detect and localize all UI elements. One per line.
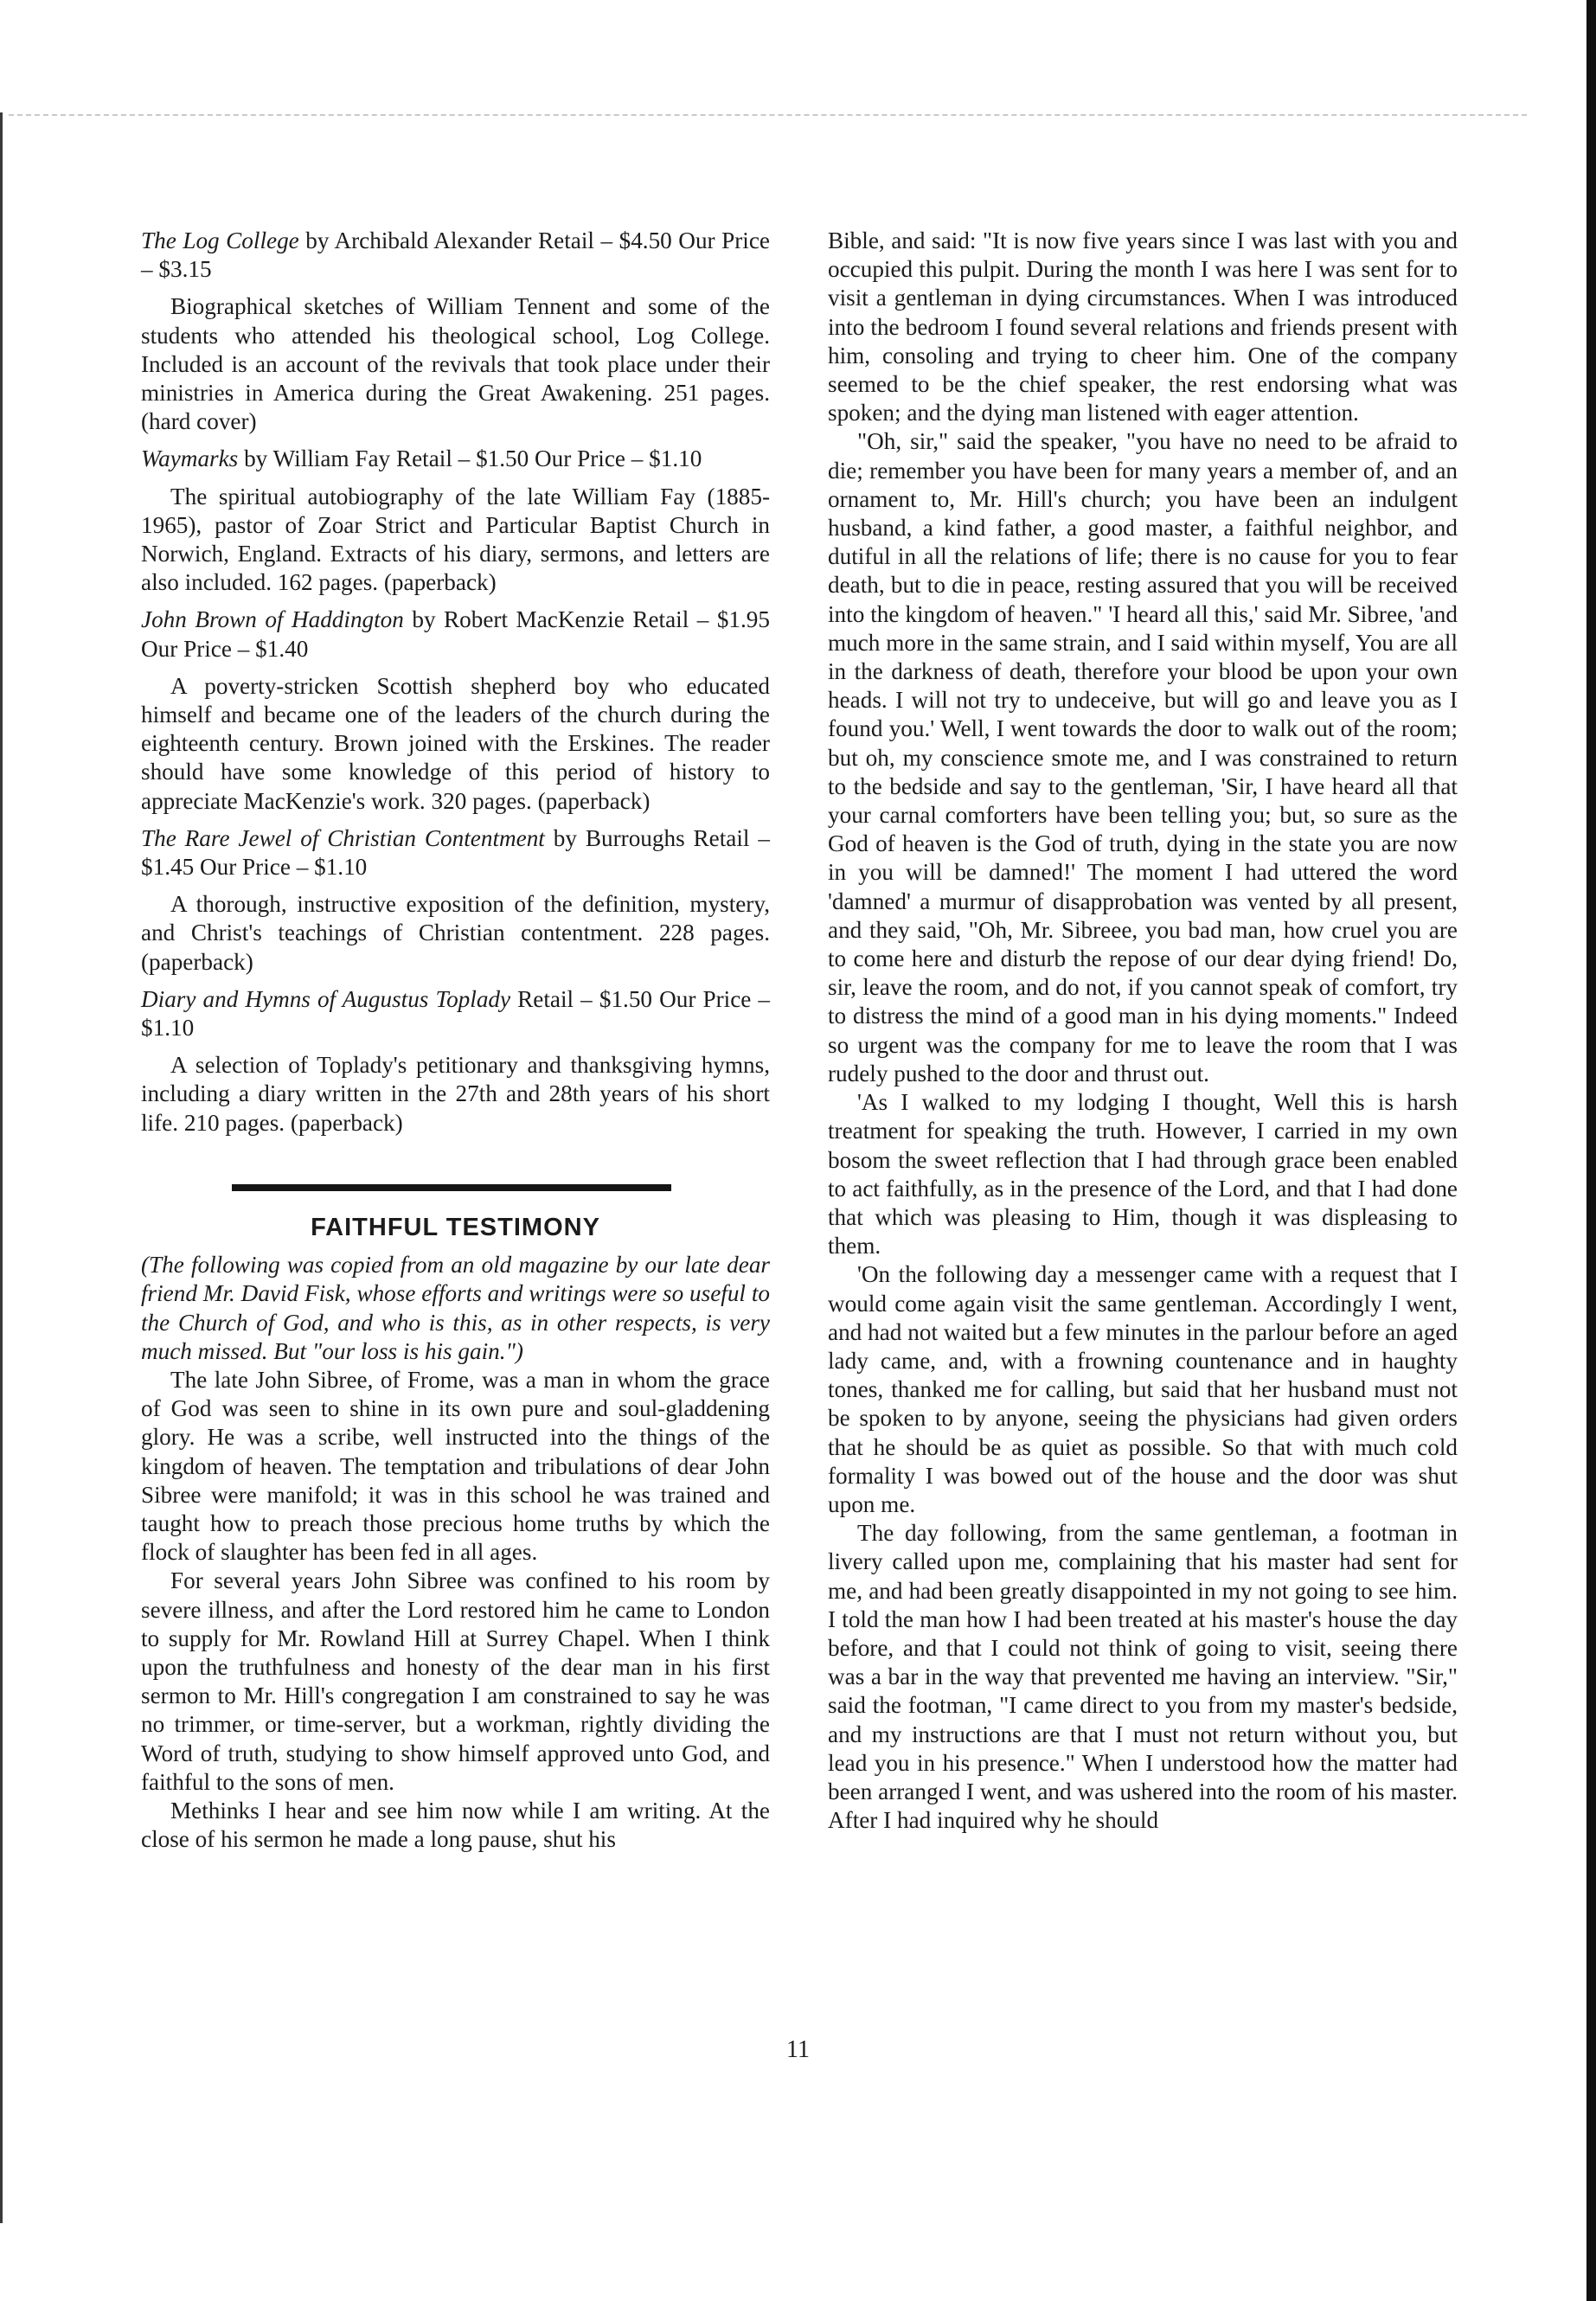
- book-listing: [141, 824, 770, 977]
- section-rule: [232, 1184, 671, 1191]
- page-number: 11: [786, 2036, 810, 2063]
- article-paragraph: The late John Sibree, of Frome, was a man in whom the grace of God was seen to shine in its own pure and soul-gladdening glory. He was a scribe, well instructed into the things of the kingdom of heaven. The temptation and tribulations of dear John Sibree were manifold; it was in this school he was trained and taught how to preach those precious home truths by which the flock of slaughter has been fed in all ages.: [141, 1366, 770, 1566]
- book-title: The Rare Jewel of Christian Contentment: [141, 824, 545, 851]
- scan-top-line: [9, 114, 1527, 116]
- scan-right-edge: [1586, 0, 1596, 2301]
- article-intro: (The following was copied from an old magazine by our late dear friend Mr. David Fisk, whose efforts and writings were so useful to the Church of God, and who is this, as in other respects, is very much missed. But "our loss is his gain."): [141, 1252, 770, 1364]
- article-paragraph: 'On the following day a messenger came with a request that I would come again visit the same gentleman. Accordingly I went, and had not waited but a few minutes in the parlour before an aged lady came, and, with a frowning countenance and in haughty tones, thanked me for calling, but said that her husband must not be spoken to by anyone, seeing the physicians had given orders that he should be as quiet as possible. So that with much cold formality I was bowed out of the house and the door was shut upon me.: [828, 1261, 1458, 1517]
- book-description: The spiritual autobiography of the late William Fay (1885-1965), pastor of Zoar Strict and Particular Baptist Church in Norwich, England. Extracts of his diary, sermons, and letters are also included. 162 pages. (paperback): [141, 483, 770, 596]
- book-listing: [141, 445, 770, 597]
- book-price: by Burroughs Retail – $1.45 Our Price – $1.10: [141, 824, 770, 881]
- article-paragraph: Bible, and said: "It is now five years since I was last with you and occupied this pulpit. During the month I was here I was sent for to visit a gentleman in dying circumstances. When I was introduced into the bedroom I found several relations and friends present with him, consoling and trying to cheer him. One of the company seemed to be the chief speaker, the rest endorsing what was spoken; and the dying man listened with eager attention.: [828, 228, 1458, 426]
- article-paragraph: The day following, from the same gentleman, a footman in livery called upon me, complaining that his master had sent for me, and had been greatly disappointed in my not going to see him. I told the man how I had been treated at his master's house the day before, and that I could not think of going to visit, seeing there was a bar in the way that prevented me having an interview. "Sir," said the footman, "I came direct to you from my master's bedside, and my instructions are that I must not return without you, but lead you in his presence." When I understood how the matter had been arranged I went, and was ushered into the room of his master. After I had inquired why he should: [828, 1520, 1458, 1834]
- book-price: Retail – $1.50 Our Price – $1.10: [141, 985, 770, 1042]
- book-price: by Robert MacKenzie Retail – $1.95 Our Price – $1.40: [141, 606, 770, 662]
- article-paragraph: For several years John Sibree was confined to his room by severe illness, and after the Lord restored him he came to London to supply for Mr. Rowland Hill at Surrey Chapel. When I think upon the truthfulness and honesty of the dear man in his first sermon to Mr. Hill's congregation I am constrained to say he was no trimmer, or time-server, but a workman, rightly dividing the Word of truth, studying to show himself approved unto God, and faithful to the sons of men.: [141, 1567, 770, 1795]
- book-heading: [141, 606, 770, 663]
- article-paragraph: "Oh, sir," said the speaker, "you have no need to be afraid to die; remember you have been for many years a member of, and an ornament to, Mr. Hill's church; you have been an indulgent husband, a kind father, a good master, a faithful neighbor, and dutiful in all the relations of life; there is no cause for you to fear death, but to die in peace, resting assured that you will be received into the kingdom of heaven." 'I heard all this,' said Mr. Sibree, 'and much more in the same strain, and I said within myself, You are all in the darkness of death, therefore your blood be upon your own heads. I will not try to undeceive, but will go and leave you as I found you.' Well, I went towards the door to walk out of the room; but oh, my conscience smote me, and I was constrained to return to the bedside and say to the gentleman, 'Sir, I have heard all that your carnal comforters have been telling you; but, so sure as the God of heaven is the God of truth, dying in the state you are now in you will be damned!' The moment I had uttered the word 'damned' a murmur of disapprobation was vented by all present, and they said, "Oh, Mr. Sibreee, you bad man, how cruel you are to come here and disturb the repose of our dear dying friend! Do, sir, leave the room, and do not, if you cannot speak of comfort, try to distress the mind of a good man in his dying moments." Indeed so urgent was the company for me to leave the room that I was rudely pushed to the door and thrust out.: [828, 428, 1458, 1086]
- book-title: Diary and Hymns of Augustus Toplady: [141, 985, 511, 1012]
- book-listing: [141, 606, 770, 815]
- left-column: [141, 227, 770, 1854]
- article-paragraph: 'As I walked to my lodging I thought, Well this is harsh treatment for speaking the truth. However, I carried in my own bosom the sweet reflection that I had through grace been enabled to act faithfully, as in the presence of the Lord, and that I had done that which was pleasing to Him, though it was displeasing to them.: [828, 1089, 1458, 1259]
- book-heading: [141, 985, 770, 1042]
- book-heading: [141, 227, 770, 284]
- book-heading: [141, 824, 770, 881]
- book-description: A poverty-stricken Scottish shepherd boy who educated himself and became one of the leaders of the church during the eighteenth century. Brown joined with the Erskines. The reader should have some knowledge of this period of history to appreciate MacKenzie's work. 320 pages. (paperback): [141, 672, 770, 814]
- section-divider: [141, 1150, 770, 1202]
- book-description: A selection of Toplady's petitionary and thanksgiving hymns, including a diary written in the 27th and 28th years of his short life. 210 pages. (paperback): [141, 1052, 770, 1136]
- book-description: A thorough, instructive exposition of the definition, mystery, and Christ's teachings of Christian contentment. 228 pages. (paperback): [141, 891, 770, 975]
- book-title: The Log College: [141, 228, 299, 253]
- scan-left-edge: [0, 112, 3, 2223]
- book-heading: [141, 445, 770, 473]
- book-price: by Archibald Alexander Retail – $4.50 Our Price – $3.15: [141, 228, 770, 283]
- book-title: John Brown of Haddington: [141, 606, 404, 633]
- right-column: [828, 227, 1458, 1835]
- book-title: Waymarks: [141, 445, 239, 472]
- article-paragraph: Methinks I hear and see him now while I am writing. At the close of his sermon he made a long pause, shut his: [141, 1797, 770, 1853]
- book-listing: [141, 227, 770, 436]
- book-price: by William Fay Retail – $1.50 Our Price – $1.10: [238, 445, 702, 472]
- book-listing: [141, 985, 770, 1138]
- article-heading: FAITHFUL TESTIMONY: [311, 1213, 600, 1241]
- book-description: Biographical sketches of William Tennent and some of the students who attended his theological school, Log College. Included is an account of the revivals that took place under their ministries in America during the Great Awakening. 251 pages. (hard cover): [141, 293, 770, 435]
